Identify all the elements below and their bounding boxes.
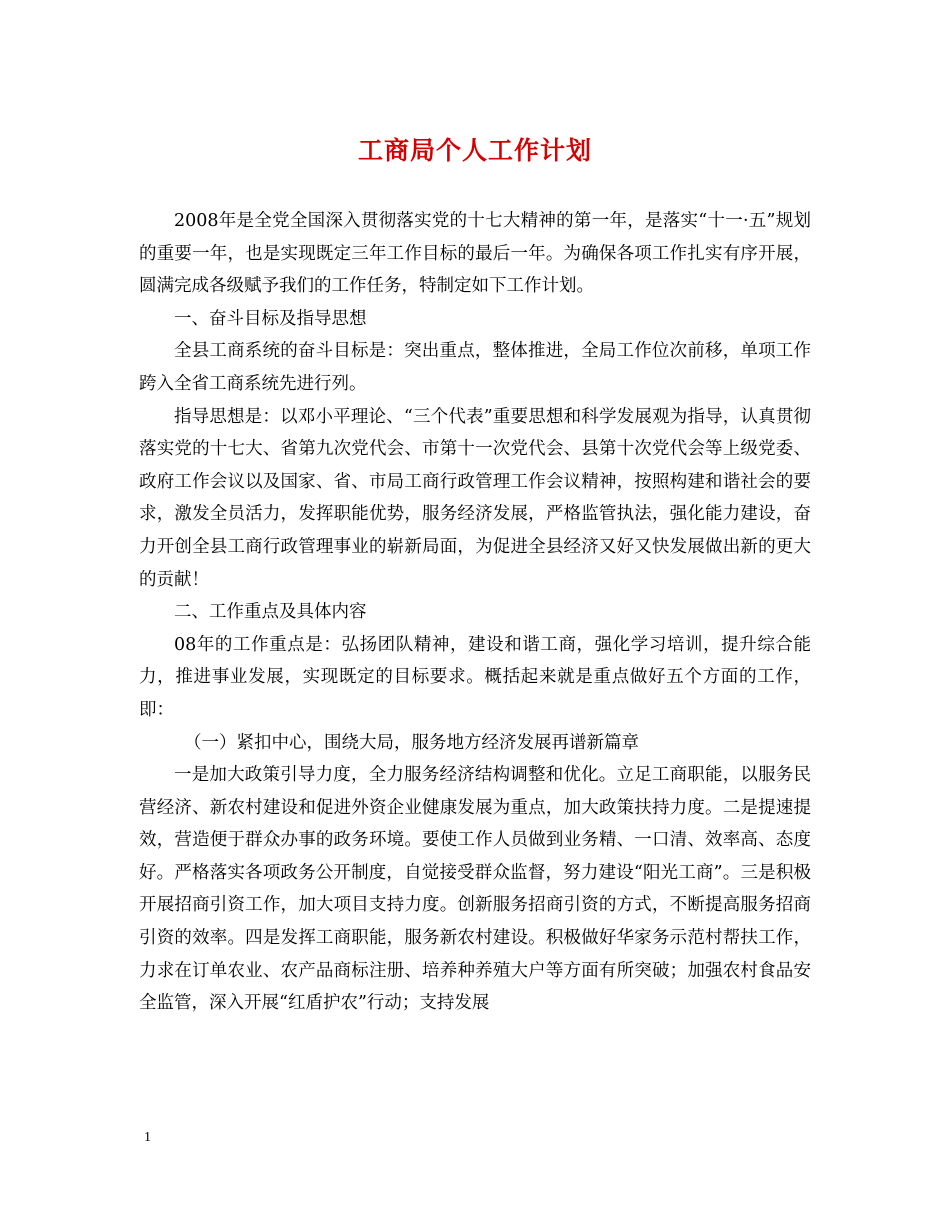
paragraph-measures: 一是加大政策引导力度，全力服务经济结构调整和优化。立足工商职能，以服务民营经济、新农村建设和促进外资企业健康发展为重点，加大政策扶持力度。二是提速提效，营造便于群众办事的政务环境。要使工作人员做到业务精、一口清、效率高、态度好。严格落实各项政务公开制度，自觉接受群众监督，努力建设“阳光工商”。三是积极开展招商引资工作，加大项目支持力度。创新服务招商引资的方式，不断提高服务招商引资的效率。四是发挥工商职能，服务新农村建设。积极做好华家务示范村帮扶工作，力求在订单农业、农产品商标注册、培养种养殖大户等方面有所突破；加强农村食品安全监管，深入开展“红盾护农”行动；支持发展 (139, 765, 811, 1014)
subsection-heading-1: （一）紧扣中心，围绕大局，服务地方经济发展再谱新篇章 (184, 732, 639, 753)
paragraph-guideline: 指导思想是：以邓小平理论、“三个代表”重要思想和科学发展观为指导，认真贯彻落实党的十七大、省第九次党代会、市第十一次党代会、县第十次党代会等上级党委、政府工作会议以及国家、省、市局工商行政管理工作会议精神，按照构建和谐社会的要求，激发全员活力，发挥职能优势，服务经济发展，严格监管执法，强化能力建设，奋力开创全县工商行政管理事业的崭新局面，为促进全县经济又好又快发展做出新的更大的贡献！ (139, 406, 811, 590)
paragraph-focus: 08年的工作重点是：弘扬团队精神，建设和谐工商，强化学习培训，提升综合能力，推进事业发展，实现既定的目标要求。概括起来就是重点做好五个方面的工作，即： (139, 634, 811, 720)
paragraph-goal: 全县工商系统的奋斗目标是：突出重点，整体推进，全局工作位次前移，单项工作跨入全省工商系统先进行列。 (139, 341, 811, 394)
section-heading-2: 二、工作重点及具体内容 (174, 602, 367, 623)
document-body (139, 205, 811, 1020)
document-title: 工商局个人工作计划 (357, 136, 592, 165)
paragraph-intro: 2008年是全党全国深入贯彻落实党的十七大精神的第一年，是落实“十一·五”规划的重要一年，也是实现既定三年工作目标的最后一年。为确保各项工作扎实有序开展，圆满完成各级赋予我们的工作任务，特制定如下工作计划。 (139, 211, 811, 297)
page-number: 1 (144, 1130, 151, 1145)
section-heading-1: 一、奋斗目标及指导思想 (174, 308, 367, 329)
